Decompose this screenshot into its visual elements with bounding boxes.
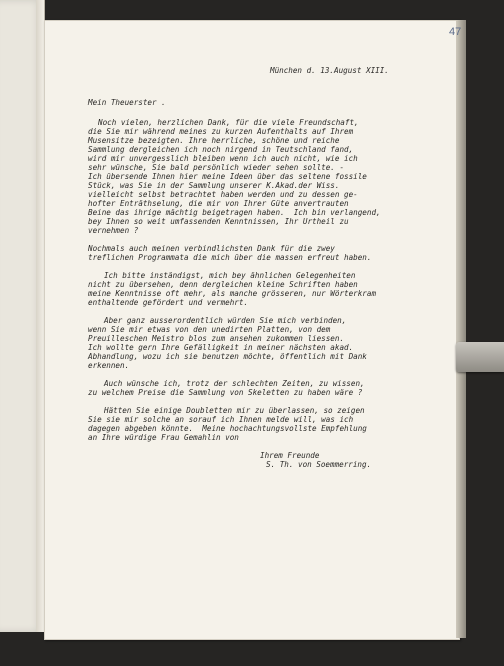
paragraph-line: Hätten Sie einige Doubletten mir zu überlassen, so zeigen bbox=[104, 406, 365, 415]
paragraph-line: treflichen Programmata die mich über die massen erfreut haben. bbox=[88, 253, 372, 262]
paragraph-line: Noch vielen, herzlichen Dank, für die viele Freundschaft, bbox=[98, 118, 359, 127]
paragraph-line: erkennen. bbox=[88, 361, 130, 370]
paragraph-line: Stück, was Sie in der Sammlung unserer K.Akad.der Wiss. bbox=[88, 181, 340, 190]
paragraph-line: vernehmen ? bbox=[88, 226, 139, 235]
letter-salutation: Mein Theuerster . bbox=[88, 98, 166, 107]
letter-date: München d. 13.August XIII. bbox=[270, 66, 389, 75]
paragraph-line: Sie sie mir solche an sorauf ich Ihnen melde will, was ich bbox=[88, 415, 354, 424]
paragraph-line: wird mir unvergesslich bleiben wenn ich auch nicht, wie ich bbox=[88, 154, 358, 163]
paragraph-line: Beine das ihrige mächtig beigetragen haben. Ich bin verlangend, bbox=[88, 208, 381, 217]
paragraph-line: dagegen abgeben könnte. Meine hochachtungsvollste Empfehlung bbox=[88, 424, 367, 433]
letter-signature: S. Th. von Soemmerring. bbox=[266, 460, 372, 469]
paragraph-line: Ich übersende Ihnen hier meine Ideen über das seltene fossile bbox=[88, 172, 367, 181]
paragraph-line: nicht zu übersehen, denn dergleichen kleine Schriften haben bbox=[88, 280, 358, 289]
paragraph-line: Nochmals auch meinen verbindlichsten Dank für die zwey bbox=[88, 244, 335, 253]
paragraph-line: Preuilleschen Meistro blos zum ansehen zukommen liessen. bbox=[88, 334, 345, 343]
paragraph-line: vielleicht selbst betrachtet haben werden und zu dessen ge- bbox=[88, 190, 358, 199]
paragraph-line: wenn Sie mir etwas von den unedirten Platten, von dem bbox=[88, 325, 331, 334]
paragraph-line: enthaltende gefördert und vermehrt. bbox=[88, 298, 249, 307]
paragraph-line: sehr wünsche, Sie bald persönlich wieder sehen sollte. - bbox=[88, 163, 345, 172]
paragraph-line: Abhandlung, wozu ich sie benutzen möchte, öffentlich mit Dank bbox=[88, 352, 367, 361]
paragraph-line: meine Kenntnisse oft mehr, als manche grösseren, nur Wörterkram bbox=[88, 289, 377, 298]
paragraph-line: die Sie mir während meines zu kurzen Aufenthalts auf Ihrem bbox=[88, 127, 354, 136]
paragraph-line: Musensitze bezeigten. Ihre herrliche, schöne und reiche bbox=[88, 136, 340, 145]
paragraph-line: an Ihre würdige Frau Gemahlin von bbox=[88, 433, 239, 442]
paragraph-line: Sammlung dergleichen ich noch nirgend in Teutschland fand, bbox=[88, 145, 354, 154]
paragraph-line: Ich wollte gern Ihre Gefälligkeit in meiner nächsten akad. bbox=[88, 343, 354, 352]
letter-closing: Ihrem Freunde bbox=[260, 451, 320, 460]
paragraph-line: bey Ihnen so weit umfassenden Kenntnissen, Ihr Urtheil zu bbox=[88, 217, 349, 226]
paragraph-line: Auch wünsche ich, trotz der schlechten Zeiten, zu wissen, bbox=[104, 379, 365, 388]
paragraph-line: zu welchem Preise die Sammlung von Skeletten zu haben wäre ? bbox=[88, 388, 363, 397]
paragraph-line: Aber ganz ausserordentlich würden Sie mich verbinden, bbox=[104, 316, 347, 325]
folio-number: 47 bbox=[449, 26, 462, 38]
paragraph-line: hofter Enträthselung, die mir von Ihrer Güte anvertrauten bbox=[88, 199, 349, 208]
paragraph-line: Ich bitte inständigst, mich bey ähnlichen Gelegenheiten bbox=[104, 271, 356, 280]
